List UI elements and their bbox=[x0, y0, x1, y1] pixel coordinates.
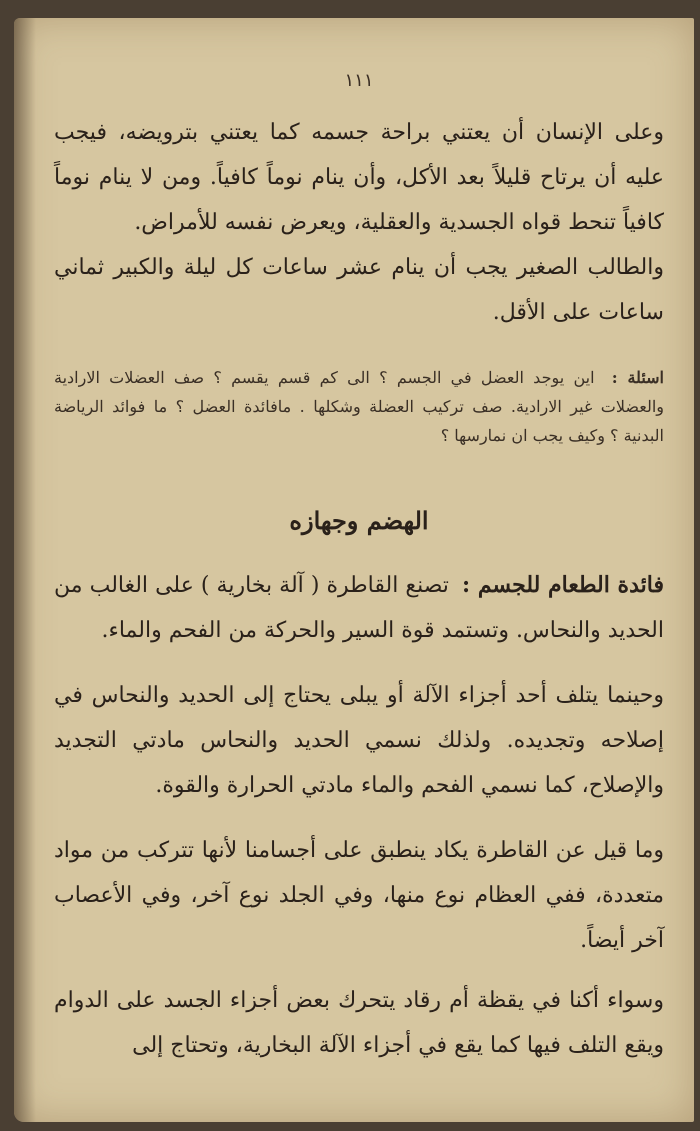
paragraph-sleep-hours: والطالب الصغير يجب أن ينام عشر ساعات كل ليلة والكبير ثماني ساعات على الأقل. bbox=[54, 255, 664, 325]
questions-block bbox=[54, 363, 664, 450]
section-title: الهضم وجهازه bbox=[289, 506, 429, 535]
book-page bbox=[14, 18, 694, 1122]
questions-text: اين يوجد العضل في الجسم ؟ الى كم قسم يقسم ؟ صف العضلات الارادية والعضلات غير الارادية. صف تركيب العضلة وشكلها . مافائدة العضل ؟ ما فوائد الرياضة البدنية ؟ وكيف يجب ان نمارسها ؟ bbox=[54, 368, 665, 445]
questions-label: اسئلة : bbox=[611, 368, 664, 387]
paragraph-text: تصنع القاطرة ( آلة بخارية ) على الغالب من الحديد والنحاس. وتستمد قوة السير والحركة من الفحم والماء. bbox=[54, 573, 664, 643]
paragraph-food-benefit bbox=[54, 563, 664, 653]
paragraph-body-materials: وما قيل عن القاطرة يكاد ينطبق على أجسامنا لأنها تتركب من مواد متعددة، ففي العظام نوع منها، وفي الجلد نوع آخر، وفي الأعصاب آخر أيضاً. bbox=[54, 838, 664, 953]
page-number: ١١١ bbox=[344, 70, 374, 91]
paragraph-repair: وحينما يتلف أحد أجزاء الآلة أو يبلى يحتاج إلى الحديد والنحاس في إصلاحه وتجديده. ولذلك نسمي الحديد والنحاس مادتي التجديد والإصلاح، كما نسمي الفحم والماء مادتي الحرارة والقوة. bbox=[54, 683, 664, 798]
page-content bbox=[54, 18, 664, 1122]
paragraph-wear: وسواء أكنا في يقظة أم رقاد يتحرك بعض أجزاء الجسد على الدوام ويقع التلف فيها كما يقع في أجزاء الآلة البخارية، وتحتاج إلى bbox=[54, 988, 664, 1058]
paragraph-rest: وعلى الإنسان أن يعتني براحة جسمه كما يعتني بترويضه، فيجب عليه أن يرتاح قليلاً بعد الأكل، وأن ينام نوماً كافياً. ومن لا ينام نوماً كافياً تنحط قواه الجسدية والعقلية، ويعرض نفسه للأمراض. bbox=[54, 120, 664, 235]
page-spine-shadow bbox=[14, 18, 36, 1122]
subhead-food-benefit: فائدة الطعام للجسم : bbox=[462, 572, 664, 598]
